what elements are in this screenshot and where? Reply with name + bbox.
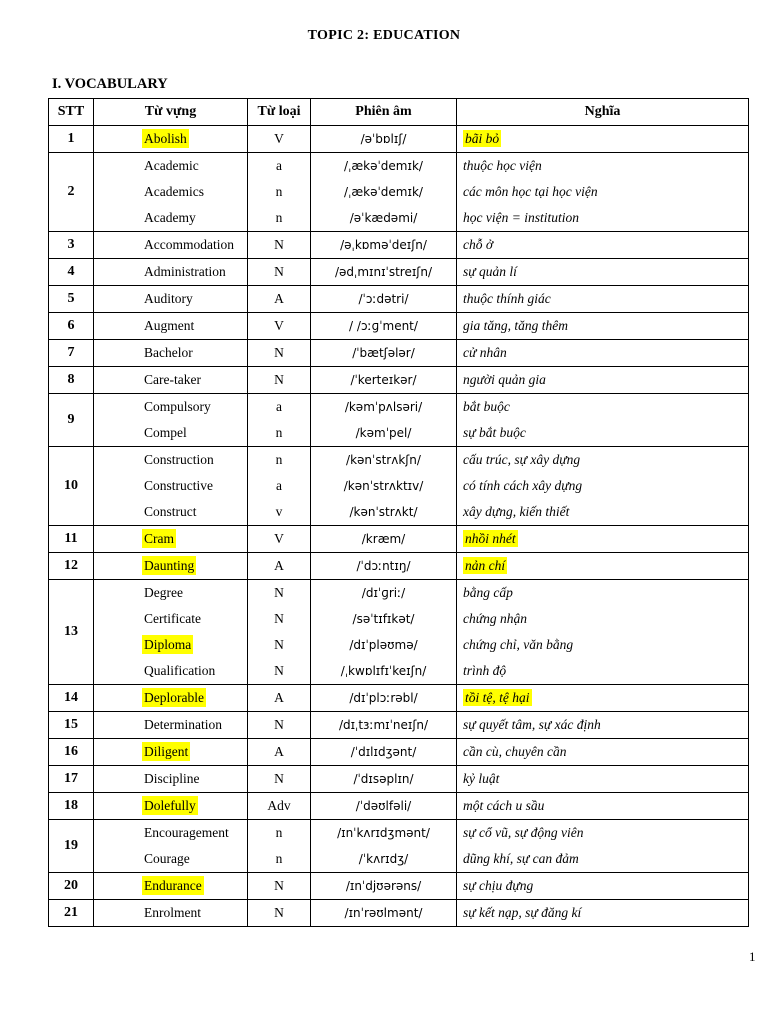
part-of-speech: Adv: [267, 798, 291, 813]
phonetic-cell: [311, 873, 457, 900]
meaning-cell: [457, 900, 749, 927]
part-of-speech-cell: [248, 153, 311, 232]
row-number: 15: [49, 712, 94, 739]
row-number: 13: [49, 580, 94, 685]
part-of-speech: A: [274, 690, 284, 705]
phonetic-cell: [311, 313, 457, 340]
table-row: [49, 126, 749, 153]
phonetic: /kəmˈpʌlsəri/: [344, 400, 423, 414]
meaning-cell: [457, 340, 749, 367]
meaning: bắt buộc: [463, 399, 510, 414]
part-of-speech: V: [274, 318, 284, 333]
part-of-speech-cell: [248, 766, 311, 793]
vocab-word-highlight: Cram: [144, 531, 174, 546]
vocab-word: [94, 553, 247, 579]
meaning-cell: [457, 259, 749, 286]
vocab-word-cell: [94, 394, 248, 447]
vocab-word-highlight: Abolish: [144, 131, 187, 146]
vocab-word-highlight: Deplorable: [144, 690, 204, 705]
part-of-speech: n: [275, 210, 283, 225]
phonetic: / /ɔːɡˈment/: [349, 319, 418, 333]
row-number: 11: [49, 526, 94, 553]
meaning-cell: [457, 394, 749, 447]
part-of-speech: N: [274, 663, 284, 678]
vocab-word-cell: [94, 900, 248, 927]
table-row: [49, 394, 749, 447]
meaning-cell: [457, 313, 749, 340]
phonetic: /ˌækəˈdemɪk/: [344, 159, 423, 173]
part-of-speech: v: [275, 504, 283, 519]
row-number: 18: [49, 793, 94, 820]
meaning: chứng chỉ, văn bằng: [463, 637, 574, 652]
part-of-speech-cell: [248, 259, 311, 286]
part-of-speech-cell: [248, 340, 311, 367]
table-row: [49, 232, 749, 259]
meaning-cell: [457, 793, 749, 820]
row-number: 8: [49, 367, 94, 394]
part-of-speech-cell: [248, 873, 311, 900]
meaning-cell: [457, 367, 749, 394]
phonetic-cell: [311, 126, 457, 153]
meaning: chỗ ở: [463, 237, 494, 252]
part-of-speech-cell: [248, 394, 311, 447]
phonetic-cell: [311, 900, 457, 927]
part-of-speech: V: [274, 131, 284, 146]
meaning: các môn học tại học viện: [463, 184, 598, 199]
vocab-word: Discipline: [144, 771, 200, 786]
meaning: học viện = institution: [463, 210, 579, 225]
row-number: 19: [49, 820, 94, 873]
meaning: [457, 553, 748, 579]
meaning-cell: [457, 126, 749, 153]
part-of-speech: N: [274, 237, 284, 252]
phonetic: /ˌkwɒlɪfɪˈkeɪʃn/: [340, 664, 427, 678]
vocab-word: [94, 126, 247, 152]
part-of-speech-cell: [248, 712, 311, 739]
meaning-cell: [457, 286, 749, 313]
meaning: sự chịu đựng: [463, 878, 534, 893]
row-number: 10: [49, 447, 94, 526]
part-of-speech: n: [275, 825, 283, 840]
vocab-word-cell: [94, 286, 248, 313]
meaning: cử nhân: [463, 345, 507, 360]
phonetic: /ˈdɪsəplɪn/: [353, 772, 414, 786]
row-number: 12: [49, 553, 94, 580]
row-number: 3: [49, 232, 94, 259]
vocab-word-highlight: Diploma: [144, 637, 192, 652]
vocab-word: Academic: [144, 158, 199, 173]
vocab-word-cell: [94, 712, 248, 739]
meaning-highlight: bãi bỏ: [465, 131, 500, 146]
phonetic-cell: [311, 259, 457, 286]
row-number: 14: [49, 685, 94, 712]
vocab-word: Augment: [144, 318, 195, 333]
meaning: chứng nhận: [463, 611, 527, 626]
meaning-highlight: nhồi nhét: [465, 531, 516, 546]
phonetic: /ˈɔːdətri/: [358, 292, 409, 306]
row-number: 1: [49, 126, 94, 153]
vocab-word-cell: [94, 340, 248, 367]
vocab-word: Enrolment: [144, 905, 201, 920]
part-of-speech: n: [275, 184, 283, 199]
phonetic: /dɪˌtɜːmɪˈneɪʃn/: [338, 718, 429, 732]
table-row: [49, 526, 749, 553]
part-of-speech: N: [274, 771, 284, 786]
meaning-cell: [457, 553, 749, 580]
phonetic: /kræm/: [361, 532, 406, 546]
meaning: [457, 526, 748, 552]
phonetic: /ɪnˈkʌrɪdʒmənt/: [337, 826, 430, 840]
part-of-speech-cell: [248, 313, 311, 340]
table-row: [49, 739, 749, 766]
meaning: sự kết nạp, sự đăng kí: [463, 905, 582, 920]
part-of-speech: N: [274, 637, 284, 652]
phonetic: /ˈbætʃələr/: [352, 346, 415, 360]
meaning: cần cù, chuyên cần: [463, 744, 567, 759]
part-of-speech-cell: [248, 447, 311, 526]
phonetic-cell: [311, 153, 457, 232]
vocab-word-cell: [94, 685, 248, 712]
part-of-speech: N: [274, 264, 284, 279]
vocab-word: [94, 873, 247, 899]
vocab-word-cell: [94, 367, 248, 394]
part-of-speech: N: [274, 585, 284, 600]
phonetic: /əˈkædəmi/: [349, 211, 418, 225]
vocab-word: Constructive: [144, 478, 213, 493]
phonetic-cell: [311, 394, 457, 447]
part-of-speech: A: [274, 291, 284, 306]
vocab-word: [94, 632, 247, 658]
row-number: 17: [49, 766, 94, 793]
vocab-word: Degree: [144, 585, 183, 600]
vocab-word: Auditory: [144, 291, 193, 306]
phonetic: /dɪˈpləʊmə/: [349, 638, 418, 652]
part-of-speech: N: [274, 345, 284, 360]
document-title: TOPIC 2: EDUCATION: [307, 28, 461, 43]
meaning: kỷ luật: [463, 771, 500, 786]
part-of-speech: N: [274, 717, 284, 732]
phonetic-cell: [311, 340, 457, 367]
phonetic-cell: [311, 232, 457, 259]
table-row: [49, 553, 749, 580]
part-of-speech: A: [274, 744, 284, 759]
part-of-speech-cell: [248, 580, 311, 685]
table-row: [49, 712, 749, 739]
meaning-cell: [457, 685, 749, 712]
phonetic: /ˈdəʊlfəli/: [355, 799, 412, 813]
phonetic: /dɪˈɡriː/: [361, 586, 406, 600]
phonetic: /dɪˈplɔːrəbl/: [349, 691, 418, 705]
meaning: gia tăng, tăng thêm: [463, 318, 568, 333]
phonetic: /kənˈstrʌktɪv/: [343, 479, 424, 493]
meaning: trình độ: [463, 663, 507, 678]
vocab-word: Determination: [144, 717, 222, 732]
meaning: [457, 685, 748, 711]
header-pos: Từ loại: [248, 99, 311, 126]
vocab-word: Care-taker: [144, 372, 201, 387]
vocab-word: Qualification: [144, 663, 216, 678]
phonetic: /ˈkʌrɪdʒ/: [358, 852, 409, 866]
meaning-cell: [457, 232, 749, 259]
row-number: 6: [49, 313, 94, 340]
part-of-speech-cell: [248, 367, 311, 394]
phonetic: /əˌkɒməˈdeɪʃn/: [340, 238, 427, 252]
meaning-cell: [457, 447, 749, 526]
vocab-word-cell: [94, 259, 248, 286]
meaning: bằng cấp: [463, 585, 513, 600]
part-of-speech-cell: [248, 820, 311, 873]
vocab-word-cell: [94, 820, 248, 873]
header-word: Từ vựng: [94, 99, 248, 126]
part-of-speech: N: [274, 372, 284, 387]
meaning-highlight: tồi tệ, tệ hại: [465, 690, 530, 705]
vocab-word: Construct: [144, 504, 197, 519]
table-row: [49, 447, 749, 526]
phonetic: /ˈkerteɪkər/: [350, 373, 417, 387]
header-ipa: Phiên âm: [311, 99, 457, 126]
phonetic-cell: [311, 820, 457, 873]
part-of-speech: n: [275, 452, 283, 467]
row-number: 16: [49, 739, 94, 766]
meaning: một cách u sầu: [463, 798, 545, 813]
phonetic: /kənˈstrʌkʃn/: [346, 453, 421, 467]
table-row: [49, 286, 749, 313]
vocab-word: Academics: [144, 184, 204, 199]
phonetic: /ˌækəˈdemɪk/: [344, 185, 423, 199]
part-of-speech: N: [274, 611, 284, 626]
meaning: thuộc thính giác: [463, 291, 551, 306]
table-row: [49, 153, 749, 232]
vocab-word-cell: [94, 553, 248, 580]
meaning-cell: [457, 153, 749, 232]
phonetic: /ɪnˈrəʊlmənt/: [344, 906, 423, 920]
meaning: thuộc học viện: [463, 158, 542, 173]
meaning-cell: [457, 820, 749, 873]
meaning: sự quản lí: [463, 264, 517, 279]
vocab-word: Courage: [144, 851, 190, 866]
phonetic: /ˈdɔːntɪŋ/: [356, 559, 411, 573]
header-stt: STT: [49, 99, 94, 126]
vocab-word: Administration: [144, 264, 226, 279]
meaning-cell: [457, 873, 749, 900]
vocab-word: Academy: [144, 210, 196, 225]
row-number: 20: [49, 873, 94, 900]
phonetic-cell: [311, 367, 457, 394]
table-row: [49, 580, 749, 685]
vocab-word-cell: [94, 873, 248, 900]
phonetic-cell: [311, 553, 457, 580]
vocab-word-cell: [94, 447, 248, 526]
vocabulary-table: [48, 98, 749, 927]
vocab-word: Encouragement: [144, 825, 229, 840]
page-number: 1: [749, 949, 756, 964]
row-number: 5: [49, 286, 94, 313]
meaning-cell: [457, 766, 749, 793]
meaning: người quản gia: [463, 372, 546, 387]
part-of-speech: A: [274, 558, 284, 573]
part-of-speech: N: [274, 878, 284, 893]
vocab-word: [94, 526, 247, 552]
table-row: [49, 766, 749, 793]
vocab-word-cell: [94, 580, 248, 685]
vocab-word-highlight: Endurance: [144, 878, 202, 893]
table-header-row: [49, 99, 749, 126]
part-of-speech-cell: [248, 286, 311, 313]
table-row: [49, 313, 749, 340]
meaning-cell: [457, 580, 749, 685]
phonetic-cell: [311, 526, 457, 553]
vocab-word: Certificate: [144, 611, 201, 626]
phonetic: /kənˈstrʌkt/: [349, 505, 418, 519]
vocab-word-cell: [94, 793, 248, 820]
row-number: 7: [49, 340, 94, 367]
table-row: [49, 873, 749, 900]
vocab-word-highlight: Diligent: [144, 744, 189, 759]
vocab-word-highlight: Daunting: [144, 558, 195, 573]
vocab-word: [94, 793, 247, 819]
section-heading: I. VOCABULARY: [52, 76, 168, 92]
meaning: [457, 126, 748, 152]
part-of-speech: a: [276, 158, 282, 173]
vocab-word-cell: [94, 739, 248, 766]
table-row: [49, 340, 749, 367]
meaning: cấu trúc, sự xây dựng: [463, 452, 581, 467]
table-body: [49, 126, 749, 927]
vocab-word: Compulsory: [144, 399, 211, 414]
table-row: [49, 367, 749, 394]
meaning-cell: [457, 712, 749, 739]
vocab-word-highlight: Dolefully: [144, 798, 196, 813]
vocab-word: Accommodation: [144, 237, 234, 252]
phonetic-cell: [311, 685, 457, 712]
row-number: 21: [49, 900, 94, 927]
vocab-word: Construction: [144, 452, 214, 467]
phonetic-cell: [311, 447, 457, 526]
part-of-speech-cell: [248, 739, 311, 766]
table-row: [49, 820, 749, 873]
meaning-highlight: nản chí: [465, 558, 506, 573]
phonetic-cell: [311, 739, 457, 766]
meaning: sự cổ vũ, sự động viên: [463, 825, 584, 840]
meaning: xây dựng, kiến thiết: [463, 504, 570, 519]
header-meaning: Nghĩa: [457, 99, 749, 126]
phonetic: /ˈdɪlɪdʒənt/: [350, 745, 417, 759]
vocab-word-cell: [94, 526, 248, 553]
phonetic: /kəmˈpel/: [355, 426, 412, 440]
part-of-speech-cell: [248, 900, 311, 927]
table-row: [49, 685, 749, 712]
phonetic-cell: [311, 793, 457, 820]
part-of-speech: N: [274, 905, 284, 920]
phonetic-cell: [311, 286, 457, 313]
part-of-speech-cell: [248, 526, 311, 553]
phonetic: /əˈbɒlɪʃ/: [360, 132, 407, 146]
part-of-speech-cell: [248, 126, 311, 153]
phonetic-cell: [311, 766, 457, 793]
vocab-word-cell: [94, 232, 248, 259]
meaning-cell: [457, 526, 749, 553]
part-of-speech: V: [274, 531, 284, 546]
meaning: có tính cách xây dựng: [463, 478, 583, 493]
part-of-speech: a: [276, 478, 282, 493]
part-of-speech: a: [276, 399, 282, 414]
part-of-speech-cell: [248, 793, 311, 820]
part-of-speech: n: [275, 851, 283, 866]
phonetic-cell: [311, 580, 457, 685]
part-of-speech-cell: [248, 685, 311, 712]
phonetic: /səˈtɪfɪkət/: [352, 612, 415, 626]
phonetic-cell: [311, 712, 457, 739]
meaning-cell: [457, 739, 749, 766]
table-row: [49, 259, 749, 286]
part-of-speech-cell: [248, 553, 311, 580]
meaning: sự quyết tâm, sự xác định: [463, 717, 601, 732]
vocab-word-cell: [94, 766, 248, 793]
vocab-word-cell: [94, 153, 248, 232]
phonetic: /ədˌmɪnɪˈstreɪʃn/: [334, 265, 432, 279]
row-number: 2: [49, 153, 94, 232]
part-of-speech-cell: [248, 232, 311, 259]
table-row: [49, 793, 749, 820]
meaning: dũng khí, sự can đảm: [463, 851, 579, 866]
meaning: sự bắt buộc: [463, 425, 526, 440]
vocab-word: Compel: [144, 425, 187, 440]
row-number: 4: [49, 259, 94, 286]
vocab-word-cell: [94, 313, 248, 340]
vocab-word: [94, 685, 247, 711]
phonetic: /ɪnˈdjʊərəns/: [345, 879, 422, 893]
row-number: 9: [49, 394, 94, 447]
part-of-speech: n: [275, 425, 283, 440]
vocab-word: Bachelor: [144, 345, 193, 360]
table-row: [49, 900, 749, 927]
vocab-word-cell: [94, 126, 248, 153]
vocab-word: [94, 739, 247, 765]
